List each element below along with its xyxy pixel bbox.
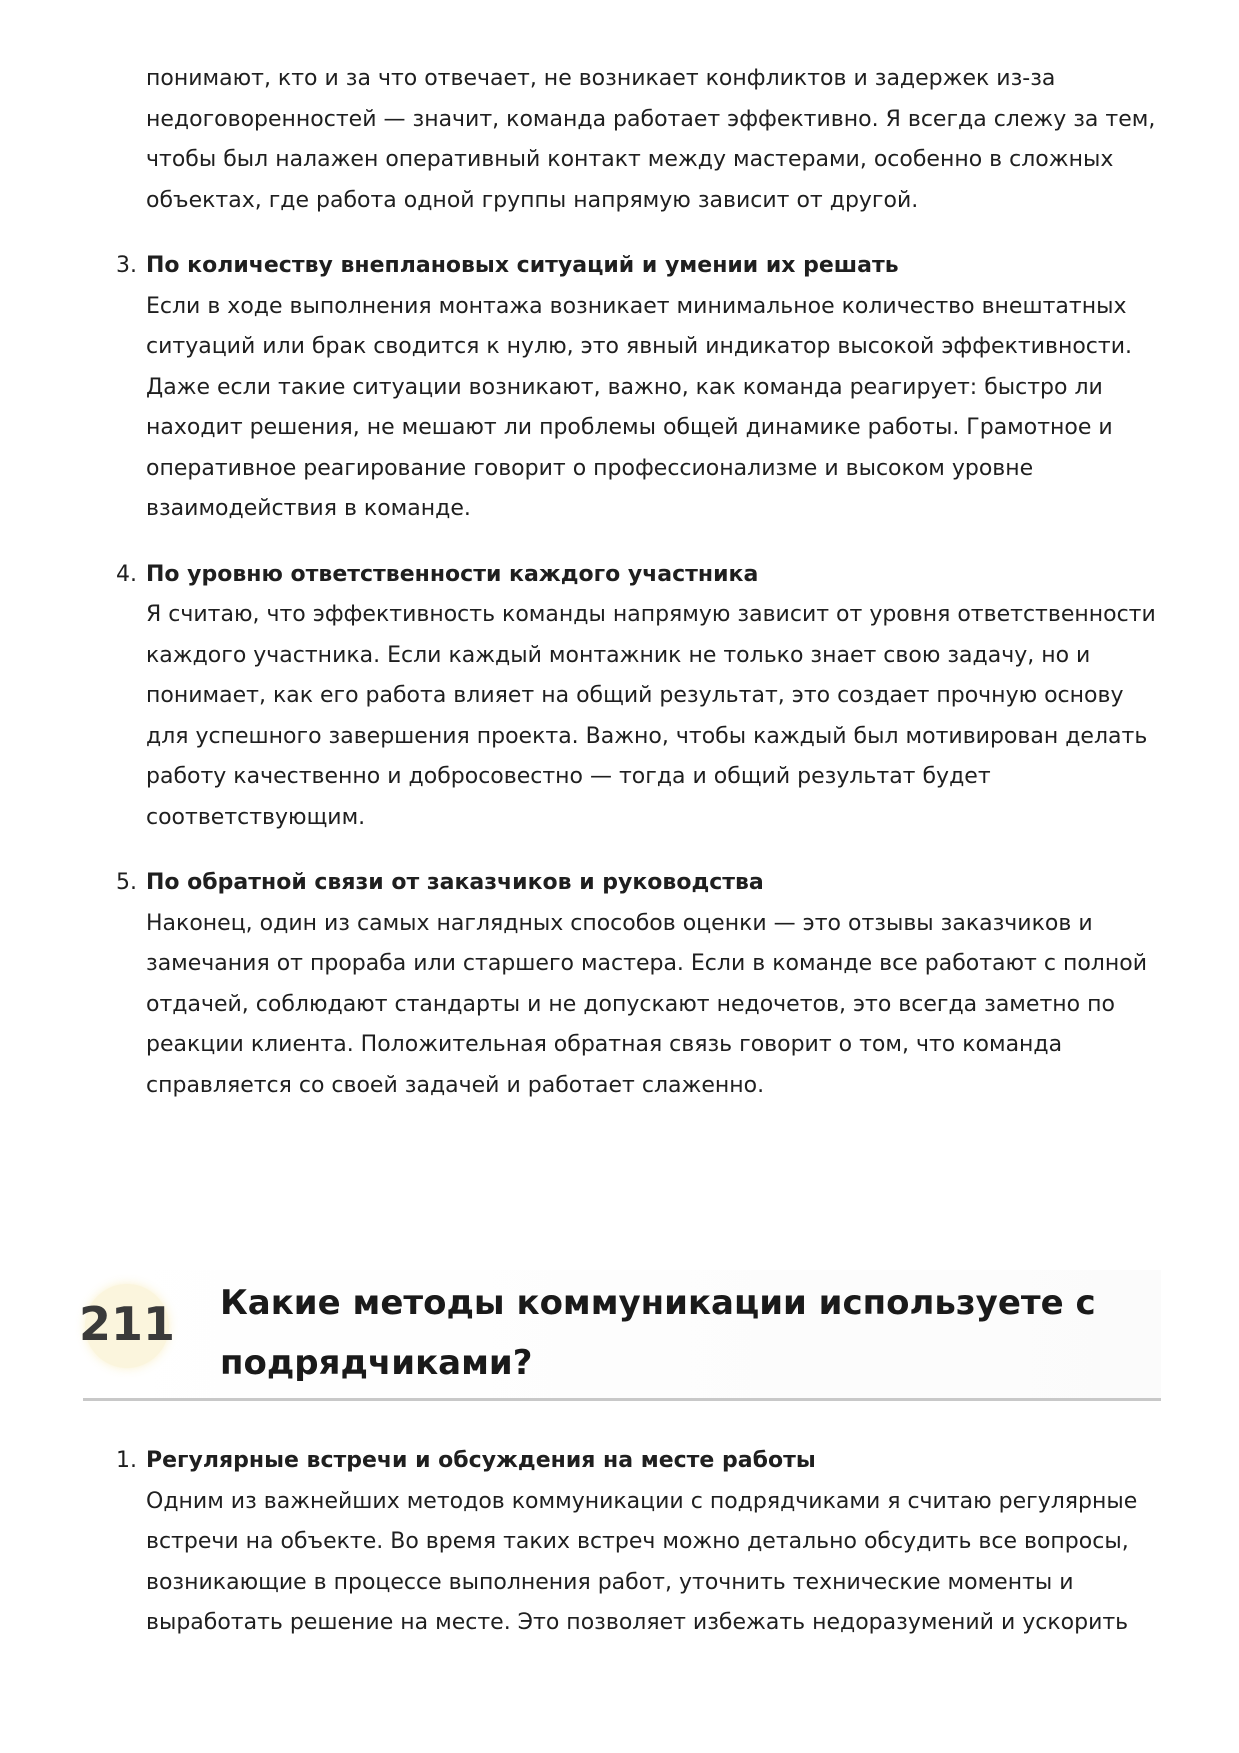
list-item-title: По обратной связи от заказчиков и руководства [146, 870, 764, 895]
list-item-title: По количеству внеплановых ситуаций и умении их решать [146, 253, 899, 278]
list-item [0, 863, 1156, 1106]
list-item-body: Я считаю, что эффективность команды напрямую зависит от уровня ответственности каждого участника. Если каждый монтажник не только знает свою задачу, но и понимает, как его работа влияет на общий результат, это создает прочную основу для успешного завершения проекта. Важно, чтобы каждый был мотивирован делать работу качественно и добросовестно — тогда и общий результат будет соответствующим. [146, 602, 1156, 830]
question-number: 211 [79, 1297, 176, 1351]
answer-list-current [0, 1441, 1239, 1669]
list-item [0, 1441, 1156, 1644]
answer-list-previous [0, 246, 1239, 1131]
question-header [79, 1270, 1161, 1401]
continuation-paragraph: понимают, кто и за что отвечает, не возникает конфликтов и задержек из-за недоговоренностей — значит, команда работает эффективно. Я всегда слежу за тем, чтобы был налажен оперативный контакт между мастерами, особенно в сложных объектах, где работа одной группы напрямую зависит от другой. [146, 66, 1156, 213]
list-item-title: По уровню ответственности каждого участника [146, 561, 759, 587]
list-item-body: Если в ходе выполнения монтажа возникает минимальное количество внештатных ситуаций или брак сводится к нулю, это явный индикатор высокой эффективности. Даже если такие ситуации возникают, важно, как команда реагирует: быстро ли находит решения, не мешают ли проблемы общей динамике работы. Грамотное и оперативное реагирование говорит о профессионализме и высоком уровне взаимодействия в команде. [146, 293, 1132, 521]
question-title: Какие методы коммуникации используете с подрядчиками? [220, 1283, 1096, 1383]
list-item-number: 4. [116, 561, 137, 587]
list-item-number: 5. [116, 870, 137, 895]
list-item-body: Одним из важнейших методов коммуникации с подрядчиками я считаю регулярные встречи на объекте. Во время таких встреч можно детально обсудить все вопросы, возникающие в процессе выполнения работ, уточнить технические моменты и выработать решение на месте. Это позволяет избежать недоразумений и ускорить [146, 1488, 1138, 1635]
list-item-number: 1. [116, 1448, 137, 1473]
list-item-title: Регулярные встречи и обсуждения на месте работы [146, 1448, 816, 1473]
list-item [0, 246, 1156, 530]
list-item-number: 3. [116, 253, 137, 278]
list-item [0, 555, 1156, 839]
list-item-body: Наконец, один из самых наглядных способов оценки — это отзывы заказчиков и замечания от прораба или старшего мастера. Если в команде все работают с полной отдачей, соблюдают стандарты и не допускают недочетов, это всегда заметно по реакции клиента. Положительная обратная связь говорит о том, что команда справляется со своей задачей и работает слаженно. [146, 910, 1147, 1098]
